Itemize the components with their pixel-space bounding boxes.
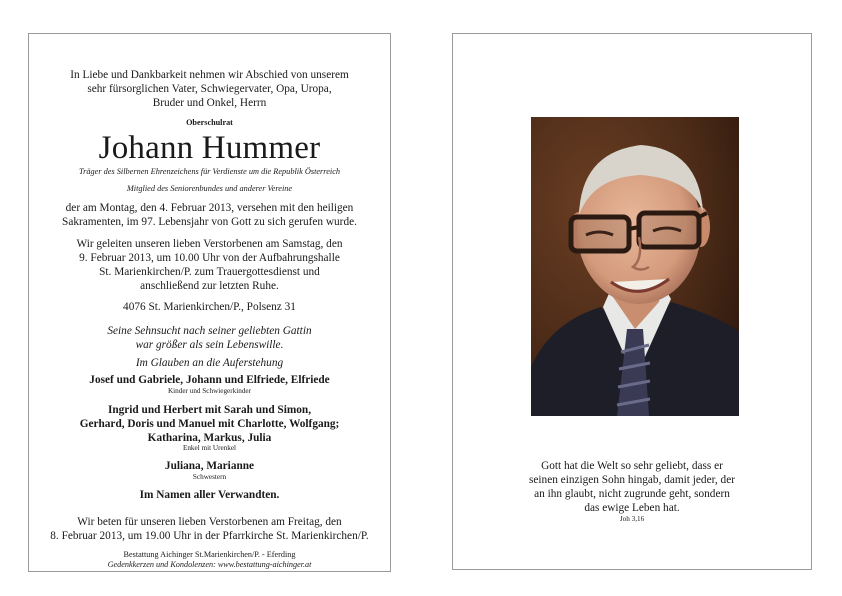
prayer-service xyxy=(29,515,390,543)
intro-line: sehr fürsorglichen Vater, Schwiegervater, Opa, Uropa, xyxy=(87,83,332,95)
family-names: Josef und Gabriele, Johann und Elfriede, Elfriede xyxy=(89,374,330,386)
verse xyxy=(29,324,390,352)
academic-title: Oberschulrat xyxy=(186,118,233,127)
portrait-illustration xyxy=(531,117,739,416)
quote-reference: Joh 3,16 xyxy=(619,515,645,523)
quote-line: seinen einzigen Sohn hingab, damit jeder, der xyxy=(529,474,735,486)
service-line: 8. Februar 2013, um 19.00 Uhr in der Pfarrkirche St. Marienkirchen/P. xyxy=(50,530,369,542)
verse-line: Seine Sehnsucht nach seiner geliebten Gattin xyxy=(107,325,312,337)
intro-line: In Liebe und Dankbarkeit nehmen wir Abschied von unserem xyxy=(70,69,349,81)
obituary-text-panel xyxy=(28,33,391,572)
funeral-line: 9. Februar 2013, um 10.00 Uhr von der Aufbahrungshalle xyxy=(79,252,340,264)
honor-text: Träger des Silbernen Ehrenzeichens für Verdienste um die Republik Österreich xyxy=(78,167,341,176)
quote-line: Gott hat die Welt so sehr geliebt, dass er xyxy=(541,460,723,472)
funeral-line: Wir geleiten unseren lieben Verstorbenen am Samstag, den xyxy=(76,238,343,250)
family-grandchildren xyxy=(29,403,390,445)
family-role: Enkel mit Urenkel xyxy=(182,444,237,452)
membership-text: Mitglied des Seniorenbundes und anderer Vereine xyxy=(126,184,293,193)
service-line: Wir beten für unseren lieben Verstorbenen am Freitag, den xyxy=(77,516,342,528)
death-line: der am Montag, den 4. Februar 2013, versehen mit den heiligen xyxy=(65,202,354,214)
family-names: Ingrid und Herbert mit Sarah und Simon, xyxy=(107,404,312,416)
family-names: Juliana, Marianne xyxy=(164,460,255,472)
quote-line: an ihn glaubt, nicht zugrunde geht, sondern xyxy=(534,488,730,500)
undertaker: Bestattung Aichinger St.Marienkirchen/P. - Eferding xyxy=(123,550,296,559)
faith-text: Im Glauben an die Auferstehung xyxy=(135,357,284,369)
verse-line: war größer als sein Lebenswille. xyxy=(135,339,284,351)
death-notice xyxy=(29,201,390,229)
portrait-photo xyxy=(531,117,739,416)
family-role: Kinder und Schwiegerkinder xyxy=(167,387,252,395)
funeral-line: St. Marienkirchen/P. zum Trauergottesdienst und xyxy=(99,266,320,278)
family-children xyxy=(29,373,390,387)
family-role: Schwestern xyxy=(192,473,227,481)
bible-quote xyxy=(453,459,811,515)
funeral-notice xyxy=(29,237,390,293)
deceased-name: Johann Hummer xyxy=(98,130,321,166)
quote-line: das ewige Leben hat. xyxy=(584,502,680,514)
death-line: Sakramenten, im 97. Lebensjahr von Gott zu sich gerufen wurde. xyxy=(62,216,357,228)
funeral-line: anschließend zur letzten Ruhe. xyxy=(140,280,279,292)
intro-text xyxy=(29,68,390,110)
family-names: Gerhard, Doris und Manuel mit Charlotte, Wolfgang; xyxy=(79,418,340,430)
intro-line: Bruder und Onkel, Herrn xyxy=(152,97,267,109)
portrait-panel xyxy=(452,33,812,570)
family-sisters xyxy=(29,459,390,473)
address: 4076 St. Marienkirchen/P., Polsenz 31 xyxy=(123,301,296,313)
closing-line: Im Namen aller Verwandten. xyxy=(139,489,280,501)
family-names: Katharina, Markus, Julia xyxy=(147,432,272,444)
condolence-info: Gedenkkerzen und Kondolenzen: www.bestattung-aichinger.at xyxy=(107,560,312,569)
